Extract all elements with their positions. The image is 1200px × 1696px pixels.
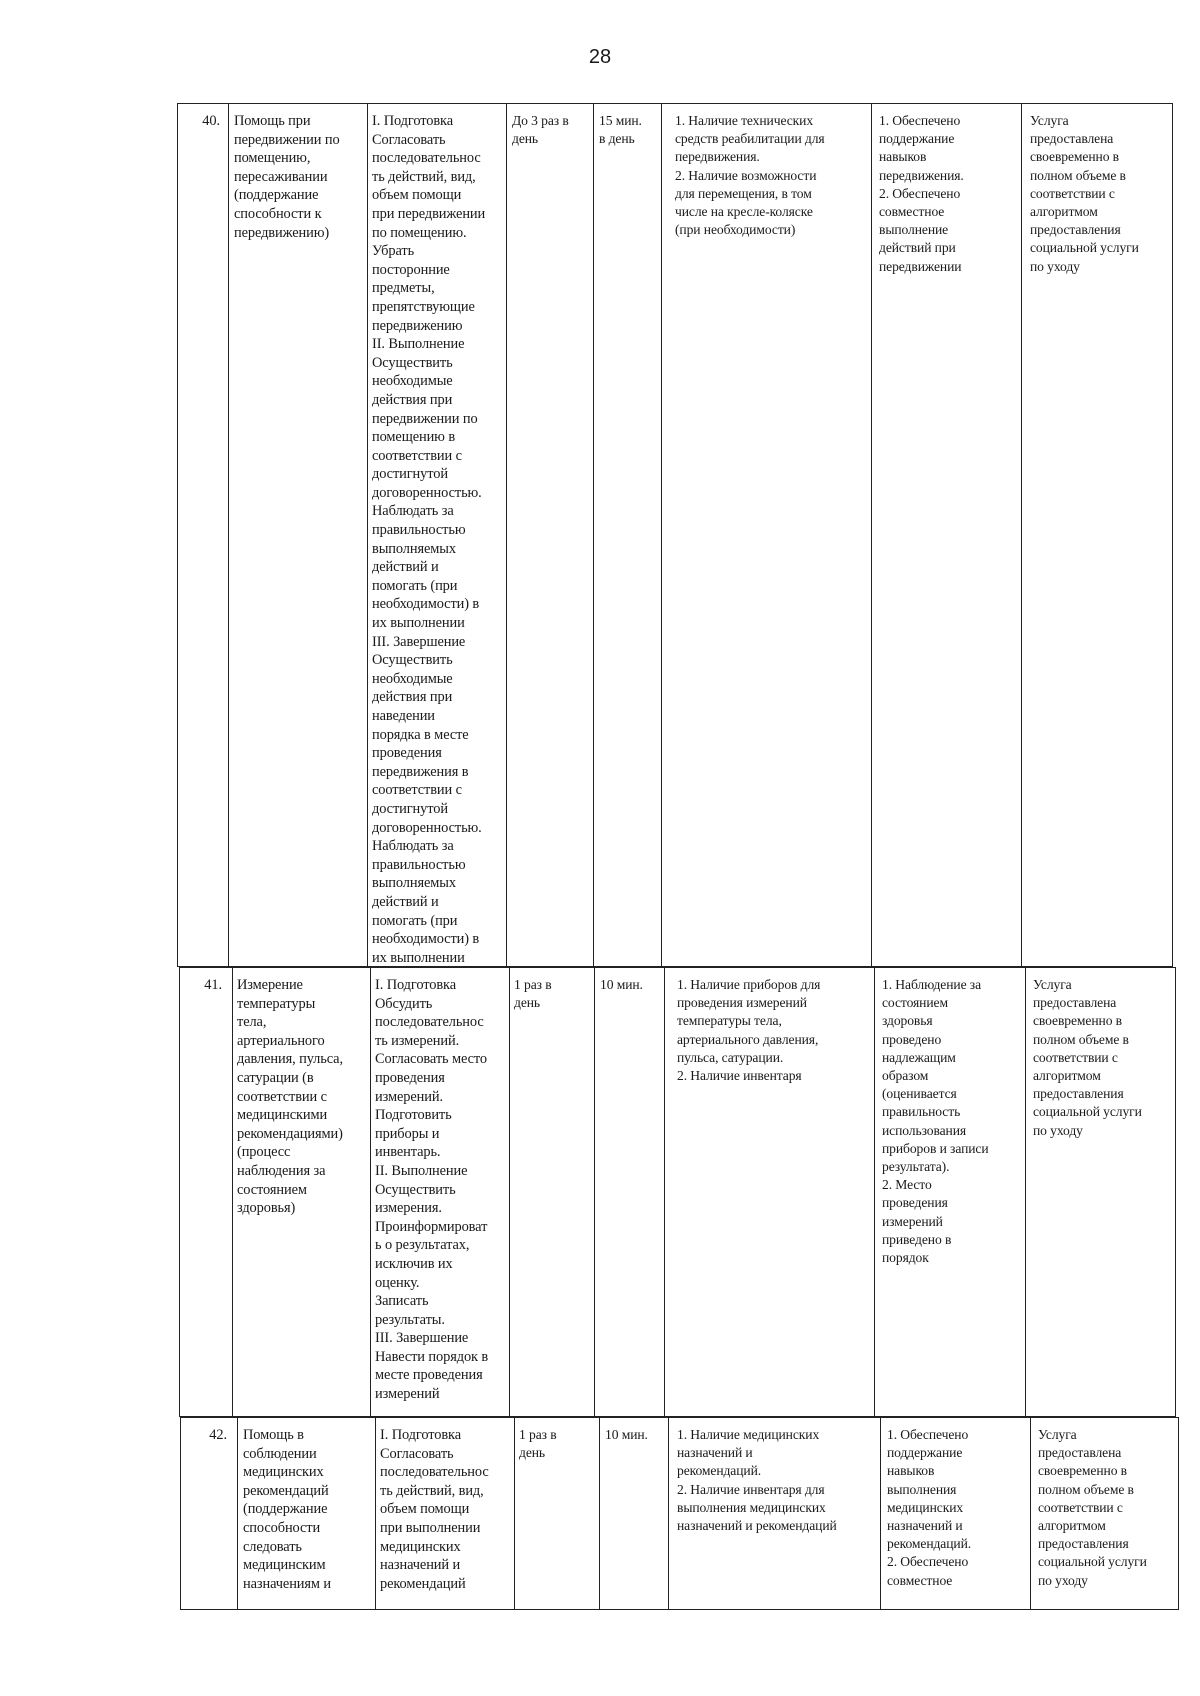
table-row-41: [179, 967, 1176, 1417]
row-number: 41.: [204, 977, 222, 993]
procedure-text: I. Подготовка Согласовать последовательнос ть действий, вид, объем помощи при передвижении по помещению. Убрать посторонние предметы, препятствующие передвижению II. Выполнение Осуществить необходимые действия при передвижении по помещению в соответствии с достигнутой договоренностью. Наблюдать за правильностью выполняемых действий и помогать (при необходимости) в их выполнении III. Завершение Осуществить необходимые действия при наведении порядка в месте проведения передвижения в соответствии с достигнутой договоренностью. Наблюдать за правильностью выполняемых действий и помогать (при необходимости) в их выполнении: [372, 113, 486, 966]
service-name: Помощь при передвижении по помещению, пересаживании (поддержание способности к передвижению): [234, 113, 340, 241]
table-row-40: [177, 103, 1173, 967]
quality-assessment: Услуга предоставлена своевременно в полном объеме в соответствии с алгоритмом предоставления социальной услуги по уходу: [1030, 113, 1139, 274]
service-name: Измерение температуры тела, артериального давления, пульса, сатурации (в соответствии с медицинскими рекомендациями) (процесс наблюдения за состоянием здоровья): [237, 977, 343, 1217]
duration: 10 мин.: [605, 1427, 648, 1442]
procedure-text: I. Подготовка Согласовать последовательнос ть действий, вид, объем помощи при выполнении медицинских назначений и рекомендаций: [380, 1427, 489, 1592]
row-number: 40.: [202, 113, 220, 129]
frequency: 1 раз в день: [514, 977, 552, 1011]
conditions: 1. Наличие приборов для проведения измерений температуры тела, артериального давления, пульса, сатурации. 2. Наличие инвентаря: [677, 977, 821, 1084]
result: 1. Обеспечено поддержание навыков передвижения. 2. Обеспечено совместное выполнение действий при передвижении: [879, 113, 964, 274]
procedure-text: I. Подготовка Обсудить последовательнос ть измерений. Согласовать место проведения измерений. Подготовить приборы и инвентарь. II. Выполнение Осуществить измерения. Проинформироват ь о результатах, исключив их оценку. Записать результаты. III. Завершение Навести порядок в месте проведения измерений: [375, 977, 489, 1403]
duration: 15 мин. в день: [599, 113, 642, 147]
table-row-42: [180, 1417, 1179, 1610]
conditions: 1. Наличие медицинских назначений и рекомендаций. 2. Наличие инвентаря для выполнения медицинских назначений и рекомендаций: [677, 1427, 837, 1534]
row-number: 42.: [209, 1427, 227, 1443]
frequency: 1 раз в день: [519, 1427, 557, 1461]
service-name: Помощь в соблюдении медицинских рекомендаций (поддержание способности следовать медицинским назначениям и: [243, 1427, 332, 1592]
conditions: 1. Наличие технических средств реабилитации для передвижения. 2. Наличие возможности для перемещения, в том числе на кресле-коляске (при необходимости): [675, 113, 825, 238]
quality-assessment: Услуга предоставлена своевременно в полном объеме в соответствии с алгоритмом предоставления социальной услуги по уходу: [1038, 1427, 1147, 1588]
duration: 10 мин.: [600, 977, 643, 992]
result: 1. Наблюдение за состоянием здоровья проведено надлежащим образом (оценивается правильность использования приборов и записи результата). 2. Место проведения измерений приведено в порядок: [882, 977, 989, 1266]
frequency: До 3 раз в день: [512, 113, 569, 147]
page-number: 28: [588, 46, 612, 68]
result: 1. Обеспечено поддержание навыков выполнения медицинских назначений и рекомендаций. 2. Обеспечено совместное: [887, 1427, 972, 1588]
quality-assessment: Услуга предоставлена своевременно в полном объеме в соответствии с алгоритмом предоставления социальной услуги по уходу: [1033, 977, 1142, 1138]
